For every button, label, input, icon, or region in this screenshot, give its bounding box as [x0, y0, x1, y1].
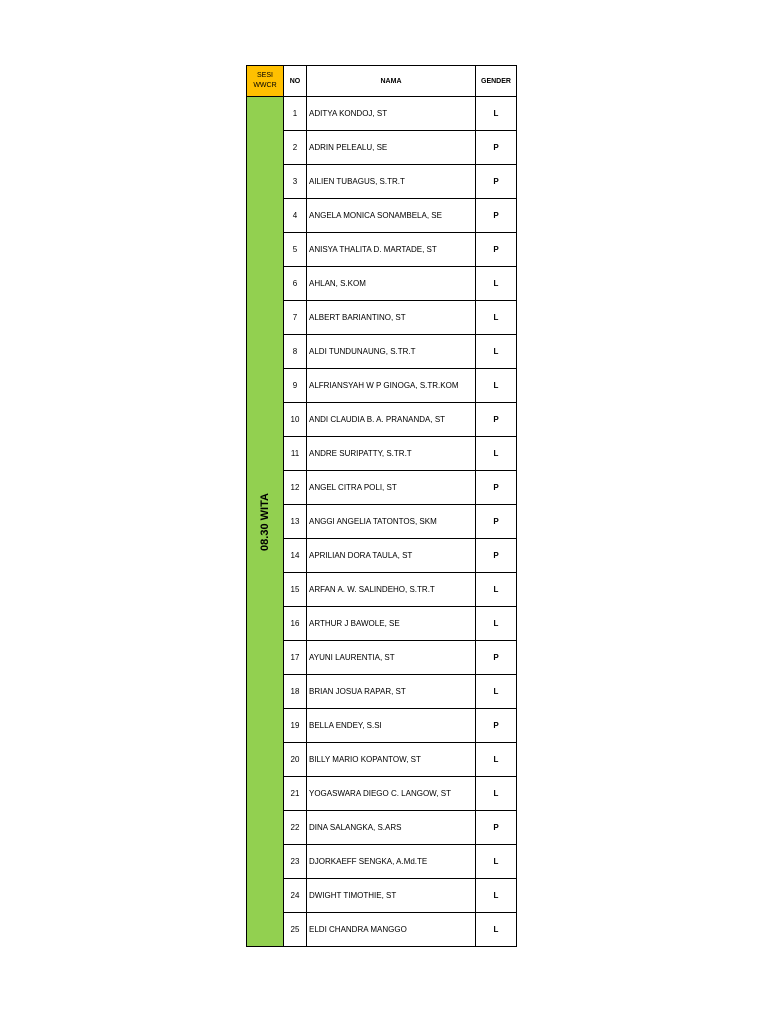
row-gender: L: [476, 777, 517, 811]
session-time: 08.30 WITA: [259, 492, 271, 551]
row-nama: ANDRE SURIPATTY, S.TR.T: [307, 437, 476, 471]
table-row: [247, 811, 517, 845]
table-row: [247, 913, 517, 947]
table-row: [247, 267, 517, 301]
row-gender: L: [476, 675, 517, 709]
row-no: 23: [284, 845, 307, 879]
row-nama: AHLAN, S.KOM: [307, 267, 476, 301]
row-nama: AYUNI LAURENTIA, ST: [307, 641, 476, 675]
row-no: 8: [284, 335, 307, 369]
header-gender: GENDER: [476, 66, 517, 97]
table-row: [247, 369, 517, 403]
row-nama: ALBERT BARIANTINO, ST: [307, 301, 476, 335]
row-no: 17: [284, 641, 307, 675]
header-sesi-line2: WWCR: [253, 82, 277, 89]
row-gender: L: [476, 437, 517, 471]
row-no: 20: [284, 743, 307, 777]
row-nama: ANGELA MONICA SONAMBELA, SE: [307, 199, 476, 233]
row-no: 11: [284, 437, 307, 471]
row-no: 13: [284, 505, 307, 539]
table-row: [247, 777, 517, 811]
row-no: 15: [284, 573, 307, 607]
row-nama: ADITYA KONDOJ, ST: [307, 97, 476, 131]
row-gender: L: [476, 879, 517, 913]
row-no: 21: [284, 777, 307, 811]
row-nama: ANGEL CITRA POLI, ST: [307, 471, 476, 505]
row-no: 22: [284, 811, 307, 845]
row-no: 24: [284, 879, 307, 913]
row-nama: APRILIAN DORA TAULA, ST: [307, 539, 476, 573]
row-no: 16: [284, 607, 307, 641]
table-row: [247, 301, 517, 335]
table-row: [247, 845, 517, 879]
row-nama: ANGGI ANGELIA TATONTOS, SKM: [307, 505, 476, 539]
row-no: 2: [284, 131, 307, 165]
row-gender: L: [476, 743, 517, 777]
row-no: 18: [284, 675, 307, 709]
row-gender: P: [476, 131, 517, 165]
row-no: 14: [284, 539, 307, 573]
row-gender: P: [476, 233, 517, 267]
table-row: [247, 97, 517, 131]
row-nama: BILLY MARIO KOPANTOW, ST: [307, 743, 476, 777]
row-gender: P: [476, 505, 517, 539]
row-no: 6: [284, 267, 307, 301]
row-nama: BELLA ENDEY, S.SI: [307, 709, 476, 743]
header-no: NO: [284, 66, 307, 97]
table-row: [247, 471, 517, 505]
row-nama: ARFAN A. W. SALINDEHO, S.TR.T: [307, 573, 476, 607]
header-sesi: [247, 66, 284, 97]
row-gender: L: [476, 573, 517, 607]
row-gender: L: [476, 913, 517, 947]
row-no: 25: [284, 913, 307, 947]
table-row: [247, 607, 517, 641]
row-no: 3: [284, 165, 307, 199]
row-nama: DJORKAEFF SENGKA, A.Md.TE: [307, 845, 476, 879]
row-nama: ARTHUR J BAWOLE, SE: [307, 607, 476, 641]
table-row: [247, 505, 517, 539]
row-gender: L: [476, 607, 517, 641]
row-gender: P: [476, 165, 517, 199]
row-gender: P: [476, 641, 517, 675]
table-row: [247, 437, 517, 471]
row-nama: AILIEN TUBAGUS, S.TR.T: [307, 165, 476, 199]
row-nama: ANDI CLAUDIA B. A. PRANANDA, ST: [307, 403, 476, 437]
header-sesi-line1: SESI: [257, 72, 273, 79]
row-nama: DWIGHT TIMOTHIE, ST: [307, 879, 476, 913]
row-gender: P: [476, 709, 517, 743]
table-row: [247, 641, 517, 675]
table-row: [247, 573, 517, 607]
table-row: [247, 165, 517, 199]
row-gender: L: [476, 845, 517, 879]
row-no: 19: [284, 709, 307, 743]
row-no: 12: [284, 471, 307, 505]
row-gender: P: [476, 403, 517, 437]
header-row: [247, 66, 517, 97]
table-row: [247, 403, 517, 437]
row-gender: P: [476, 199, 517, 233]
table-row: [247, 879, 517, 913]
row-gender: P: [476, 539, 517, 573]
header-nama: NAMA: [307, 66, 476, 97]
table-row: [247, 675, 517, 709]
row-gender: P: [476, 811, 517, 845]
row-nama: ANISYA THALITA D. MARTADE, ST: [307, 233, 476, 267]
row-nama: BRIAN JOSUA RAPAR, ST: [307, 675, 476, 709]
row-gender: P: [476, 471, 517, 505]
row-nama: ALFRIANSYAH W P GINOGA, S.TR.KOM: [307, 369, 476, 403]
table-row: [247, 709, 517, 743]
row-no: 5: [284, 233, 307, 267]
row-nama: ALDI TUNDUNAUNG, S.TR.T: [307, 335, 476, 369]
table-row: [247, 539, 517, 573]
table-row: [247, 131, 517, 165]
row-gender: L: [476, 97, 517, 131]
session-cell: [247, 97, 284, 947]
row-nama: YOGASWARA DIEGO C. LANGOW, ST: [307, 777, 476, 811]
row-gender: L: [476, 301, 517, 335]
table-row: [247, 233, 517, 267]
row-nama: ELDI CHANDRA MANGGO: [307, 913, 476, 947]
row-nama: ADRIN PELEALU, SE: [307, 131, 476, 165]
table-row: [247, 199, 517, 233]
row-no: 10: [284, 403, 307, 437]
row-nama: DINA SALANGKA, S.ARS: [307, 811, 476, 845]
row-gender: L: [476, 369, 517, 403]
row-no: 7: [284, 301, 307, 335]
row-no: 4: [284, 199, 307, 233]
table-row: [247, 335, 517, 369]
row-gender: L: [476, 267, 517, 301]
table-row: [247, 743, 517, 777]
row-no: 1: [284, 97, 307, 131]
participant-table: [246, 65, 517, 947]
row-gender: L: [476, 335, 517, 369]
row-no: 9: [284, 369, 307, 403]
